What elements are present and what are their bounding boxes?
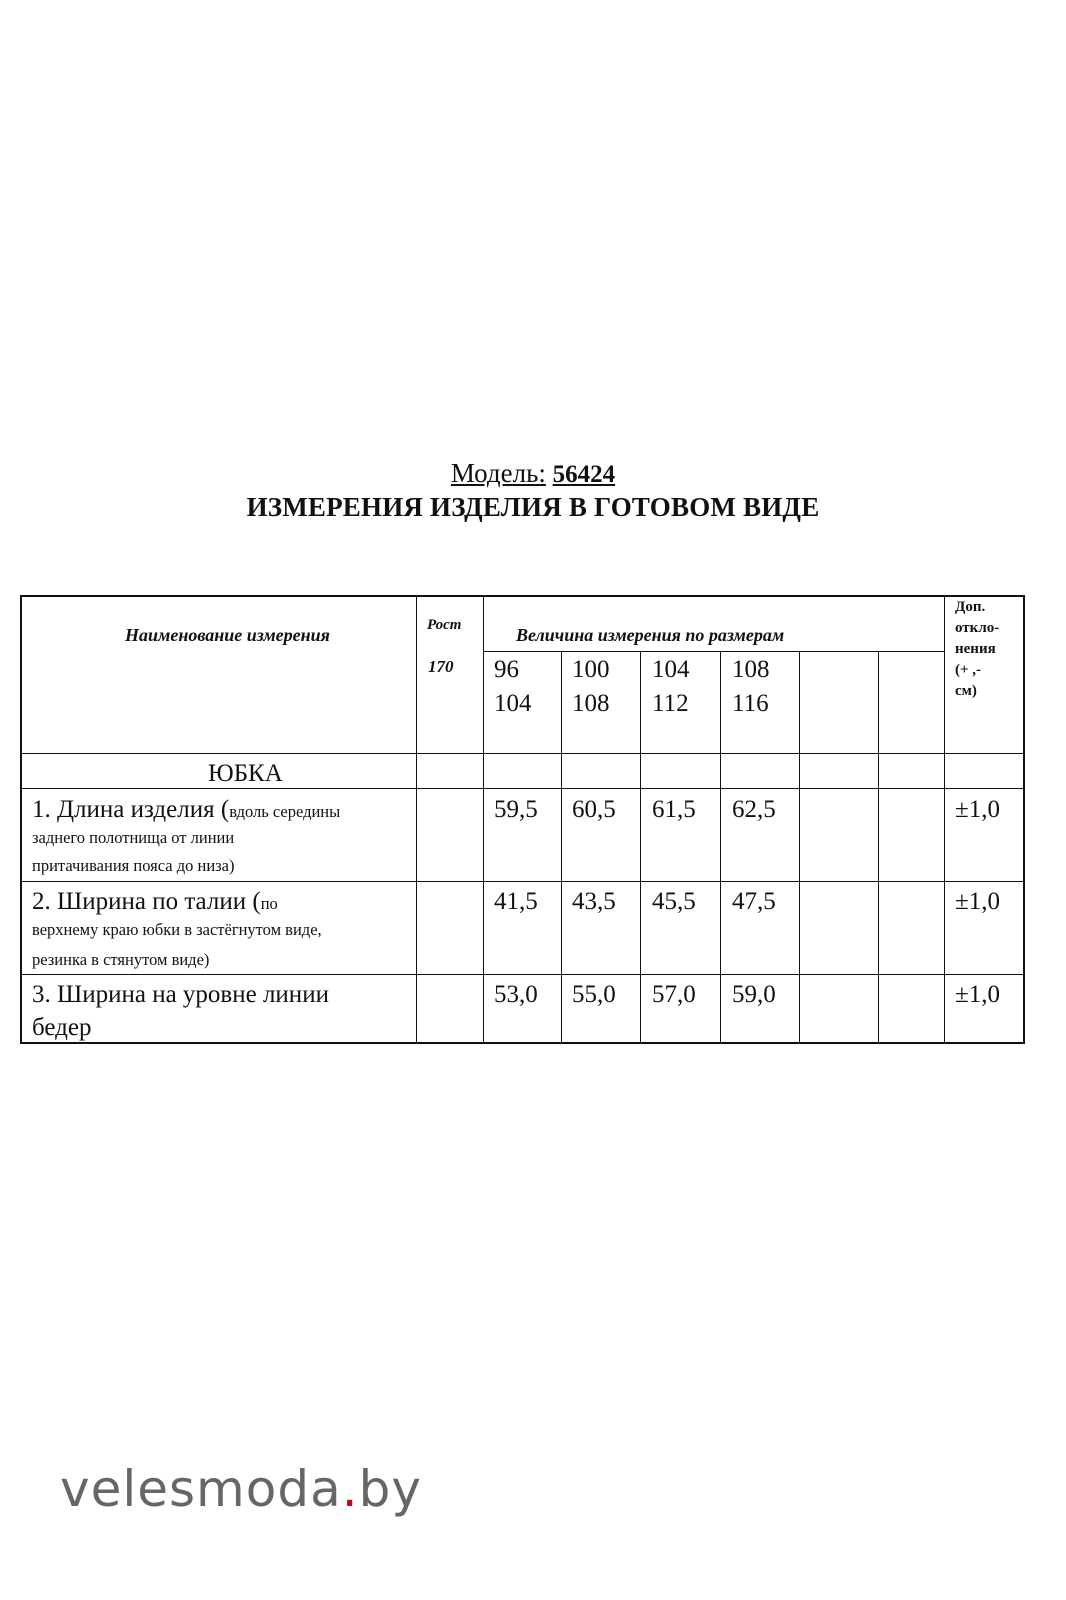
- model-label: Модель:: [450, 458, 546, 488]
- table-row-1-line-2: притачивания пояса до низа): [32, 856, 235, 875]
- table-row-2-value-1: 41,5: [494, 888, 538, 915]
- column-header-tolerance-4: (+ ,-: [955, 662, 982, 678]
- column-header-tolerance-5: см): [955, 683, 977, 699]
- table-row-1-value-1: 59,5: [494, 796, 538, 823]
- size-4-bottom: 116: [732, 690, 769, 717]
- table-row-2-title: 2. Ширина по талии (по: [32, 888, 278, 915]
- table-row-2-value-2: 43,5: [572, 888, 616, 915]
- table-row-1-tolerance: ±1,0: [955, 796, 1000, 823]
- table-row-2-line-2: резинка в стянутом виде): [32, 950, 210, 969]
- height-value: 170: [428, 657, 454, 676]
- table-row-3-value-4: 59,0: [732, 981, 776, 1008]
- site-watermark: velesmoda.by: [60, 1460, 422, 1518]
- size-1-bottom: 104: [494, 690, 532, 717]
- column-header-tolerance-3: нения: [955, 641, 996, 657]
- column-header-tolerance-2: откло-: [955, 620, 1000, 636]
- table-row-1-value-3: 61,5: [652, 796, 696, 823]
- section-label: ЮБКА: [208, 760, 283, 787]
- document-title: ИЗМЕРЕНИЯ ИЗДЕЛИЯ В ГОТОВОМ ВИДЕ: [246, 492, 820, 522]
- table-row-3-value-1: 53,0: [494, 981, 538, 1008]
- column-header-sizes: Величина измерения по размерам: [516, 625, 785, 645]
- size-2-top: 100: [572, 656, 610, 683]
- size-3-top: 104: [652, 656, 690, 683]
- size-1-top: 96: [494, 656, 519, 683]
- size-4-top: 108: [732, 656, 770, 683]
- table-row-3-value-2: 55,0: [572, 981, 616, 1008]
- table-row-2-tolerance: ±1,0: [955, 888, 1000, 915]
- table-row-3-title: 3. Ширина на уровне линии: [32, 981, 329, 1008]
- table-row-1-value-4: 62,5: [732, 796, 776, 823]
- table-row-3-tolerance: ±1,0: [955, 981, 1000, 1008]
- table-row-1-value-2: 60,5: [572, 796, 616, 823]
- model-line: [0, 458, 1066, 489]
- table-row-1-line-1: заднего полотнища от линии: [32, 828, 235, 847]
- table-row-3-line-1: бедер: [32, 1014, 92, 1041]
- table-row-2-line-1: верхнему краю юбки в застёгнутом виде,: [32, 920, 322, 939]
- table-row-1-title: 1. Длина изделия (вдоль середины: [32, 796, 341, 823]
- size-2-bottom: 108: [572, 690, 610, 717]
- size-3-bottom: 112: [652, 690, 689, 717]
- model-number: 56424: [552, 461, 616, 488]
- table-row-2-value-3: 45,5: [652, 888, 696, 915]
- table-row-2-value-4: 47,5: [732, 888, 776, 915]
- column-header-name: Наименование измерения: [125, 625, 330, 645]
- column-header-tolerance-1: Доп.: [955, 599, 986, 615]
- column-header-height: Рост: [427, 617, 462, 633]
- table-row-3-value-3: 57,0: [652, 981, 696, 1008]
